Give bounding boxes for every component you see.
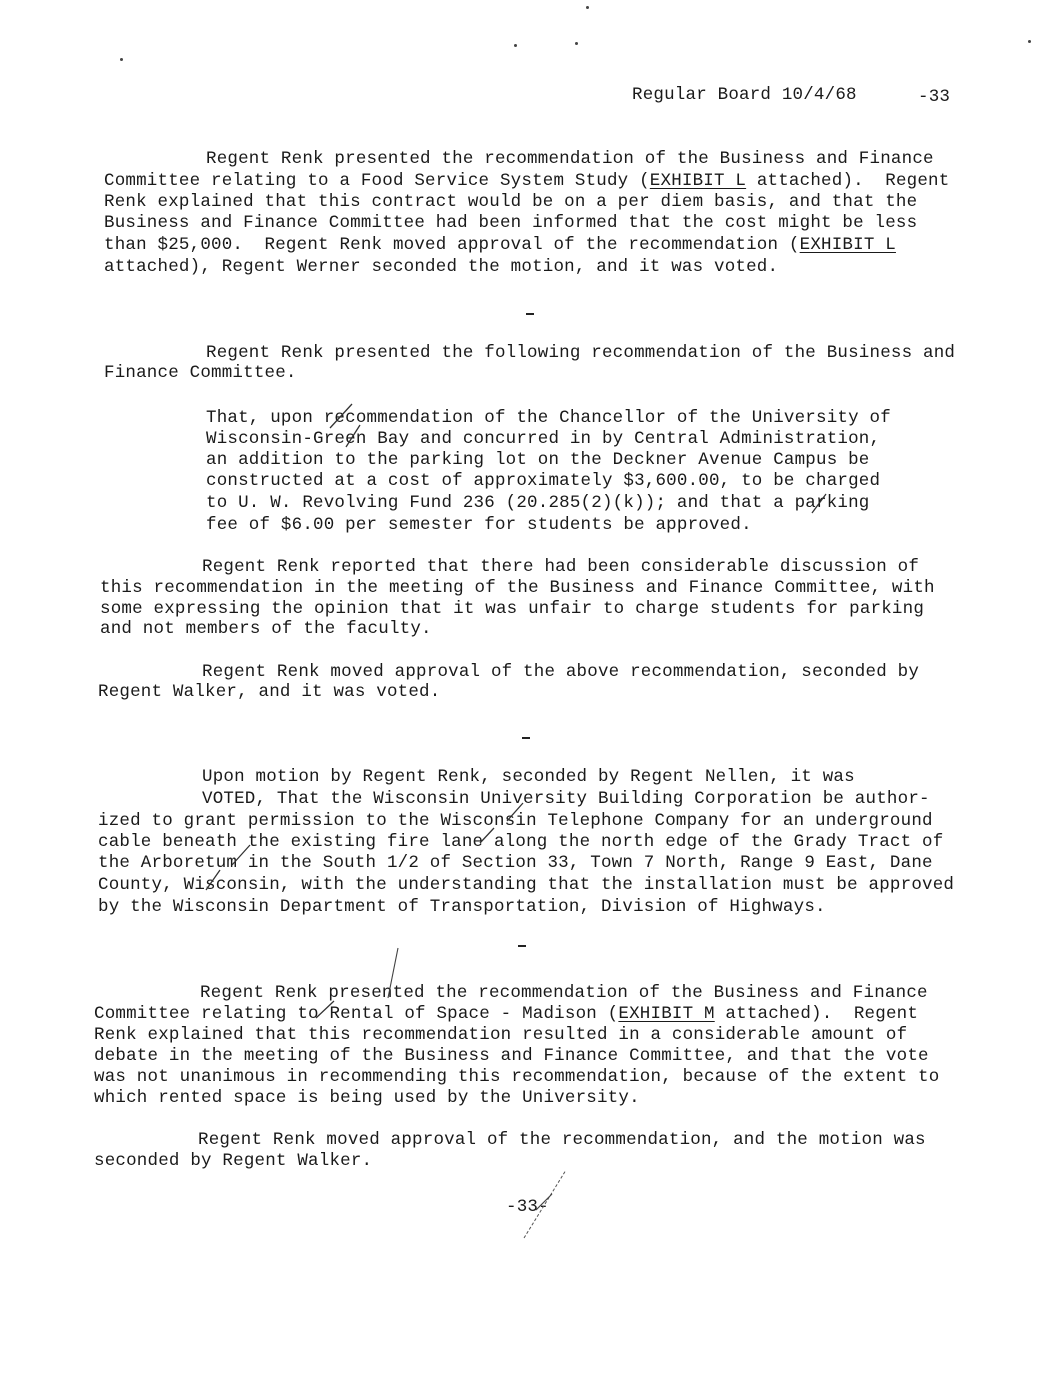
header-title: Regular Board 10/4/68 <box>632 85 857 105</box>
text-line <box>94 1003 918 1025</box>
footer-page-number: -33- <box>506 1197 549 1217</box>
text-run: than $25,000. Regent Renk moved approval of the recommendation ( <box>104 235 800 255</box>
text-line: attached), Regent Werner seconded the motion, and it was voted. <box>104 257 779 277</box>
text-line: Regent Renk presented the following recommendation of the Business and <box>206 343 956 363</box>
text-line <box>104 234 896 256</box>
text-run: attached). Regent <box>714 1004 919 1024</box>
text-line: seconded by Regent Walker. <box>94 1151 373 1171</box>
scan-speck <box>575 42 578 45</box>
text-line: debate in the meeting of the Business and Finance Committee, and that the vote <box>94 1046 929 1066</box>
header-page-number: -33 <box>918 87 951 107</box>
text-line: County, Wisconsin, with the understanding that the installation must be approved <box>98 875 955 895</box>
exhibit-reference: EXHIBIT L <box>799 235 896 255</box>
text-line: fee of $6.00 per semester for students be approved. <box>206 515 752 535</box>
text-line: an addition to the parking lot on the Deckner Avenue Campus be <box>206 450 870 470</box>
scan-speck <box>586 6 589 9</box>
text-line: the Arboretum in the South 1/2 of Section 33, Town 7 North, Range 9 East, Dane <box>98 853 933 873</box>
text-line: Regent Renk moved approval of the recommendation, and the motion was <box>198 1130 926 1150</box>
text-run: Committee relating to Rental of Space - Madison ( <box>94 1004 619 1024</box>
text-line: Regent Walker, and it was voted. <box>98 682 441 702</box>
text-line: cable beneath the existing fire lane along the north edge of the Grady Tract of <box>98 832 944 852</box>
section-divider <box>518 945 526 947</box>
text-run: attached). Regent <box>746 171 950 191</box>
text-line: Renk explained that this recommendation resulted in a considerable amount of <box>94 1025 908 1045</box>
scan-speck <box>514 44 517 47</box>
text-line: Wisconsin-Green Bay and concurred in by Central Administration, <box>206 429 881 449</box>
text-line: this recommendation in the meeting of the Business and Finance Committee, with <box>100 578 935 598</box>
scan-speck <box>120 58 123 61</box>
text-line: Regent Renk moved approval of the above recommendation, seconded by <box>202 662 920 682</box>
text-line <box>104 170 949 192</box>
exhibit-reference: EXHIBIT M <box>618 1004 715 1024</box>
text-line: Regent Renk presented the recommendation of the Business and Finance <box>200 983 928 1003</box>
text-line: some expressing the opinion that it was unfair to charge students for parking <box>100 599 925 619</box>
text-line: ized to grant permission to the Wisconsin Telephone Company for an underground <box>98 811 933 831</box>
section-divider <box>522 737 530 739</box>
text-run: Committee relating to a Food Service System Study ( <box>104 171 650 191</box>
section-divider <box>526 313 534 315</box>
text-line: which rented space is being used by the University. <box>94 1088 640 1108</box>
exhibit-reference: EXHIBIT L <box>649 171 747 191</box>
text-line: by the Wisconsin Department of Transportation, Division of Highways. <box>98 897 826 917</box>
text-line: to U. W. Revolving Fund 236 (20.285(2)(k)); and that a parking <box>206 493 870 513</box>
text-line: Business and Finance Committee had been informed that the cost might be less <box>104 213 918 233</box>
text-line: Renk explained that this contract would be on a per diem basis, and that the <box>104 192 918 212</box>
text-line: That, upon recommendation of the Chancellor of the University of <box>206 408 891 428</box>
text-line: constructed at a cost of approximately $3,600.00, to be charged <box>206 471 881 491</box>
text-line: Regent Renk presented the recommendation of the Business and Finance <box>206 149 934 169</box>
text-line: Finance Committee. <box>104 363 297 383</box>
text-line: VOTED, That the Wisconsin University Building Corporation be author- <box>202 789 930 809</box>
text-line: and not members of the faculty. <box>100 619 432 639</box>
text-line: Upon motion by Regent Renk, seconded by Regent Nellen, it was <box>202 767 855 787</box>
text-line: was not unanimous in recommending this recommendation, because of the extent to <box>94 1067 940 1087</box>
text-line: Regent Renk reported that there had been considerable discussion of <box>202 557 920 577</box>
scan-speck <box>1028 40 1031 43</box>
